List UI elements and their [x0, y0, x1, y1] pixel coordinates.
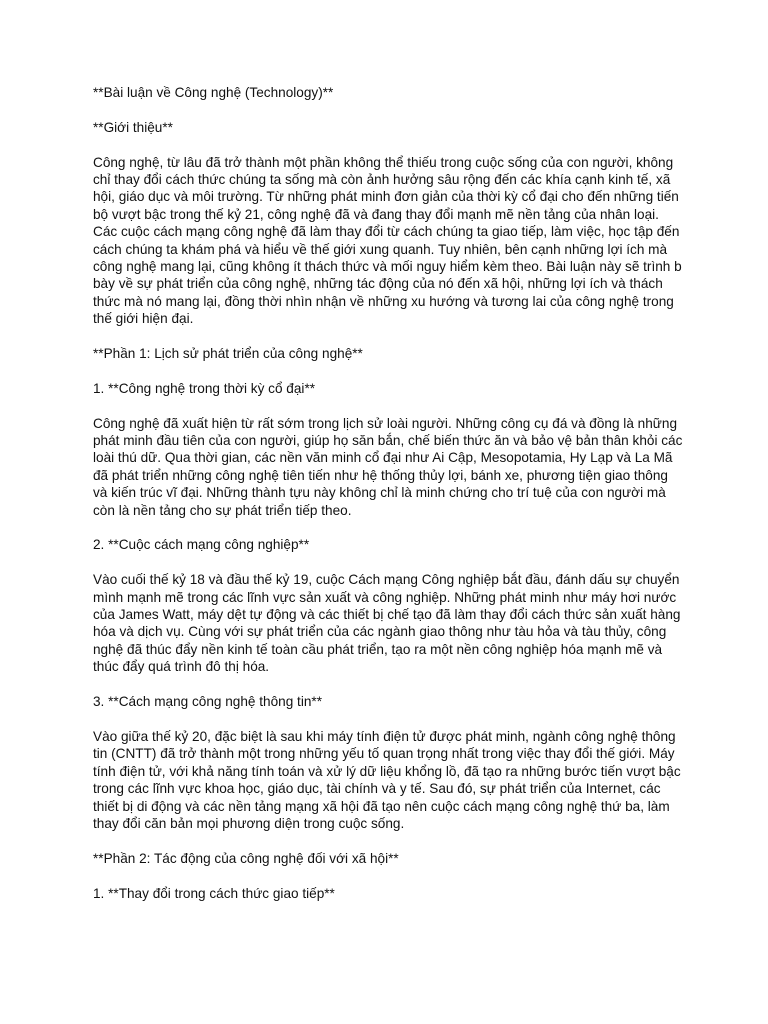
part2-section1-heading: 1. **Thay đổi trong cách thức giao tiếp** [93, 885, 335, 901]
part1-section1-heading: 1. **Công nghệ trong thời kỳ cổ đại** [93, 380, 316, 396]
document-title: **Bài luận về Công nghệ (Technology)** [93, 85, 334, 100]
part1-section3-paragraph: Vào giữa thế kỷ 20, đặc biệt là sau khi máy tính điện tử được phát minh, ngành công nghệ thông tin (CNTT) đã trở thành một trong những yếu tố quan trọng nhất trong việc thay đổi thế giới. Máy tính điện tử, với khả năng tính toán và xử lý dữ liệu khổng lồ, đã tạo ra những bước tiến vượt bậc trong các lĩnh vực khoa học, giáo dục, tài chính và y tế. Sau đó, sự phát triển của Internet, các thiết bị di động và các nền tảng mạng xã hội đã tạo nên cuộc cách mạng công nghệ thứ ba, làm thay đổi căn bản mọi phương diện trong cuộc sống. [93, 728, 681, 831]
part2-heading: **Phần 2: Tác động của công nghệ đối với xã hội** [93, 850, 399, 866]
document-body [93, 84, 683, 919]
part1-section2-paragraph: Vào cuối thế kỷ 18 và đầu thế kỷ 19, cuộc Cách mạng Công nghiệp bắt đầu, đánh dấu sự chuyển mình mạnh mẽ trong các lĩnh vực sản xuất và công nghiệp. Những phát minh như máy hơi nước của James Watt, máy dệt tự động và các thiết bị chế tạo đã làm thay đổi cách thức sản xuất hàng hóa và dịch vụ. Cùng với sự phát triển của các ngành giao thông như tàu hỏa và tàu thủy, công nghệ đã thúc đẩy nền kinh tế toàn cầu phát triển, tạo ra một nền công nghiệp hóa mạnh mẽ và thúc đẩy quá trình đô thị hóa. [93, 572, 681, 675]
part1-section2-heading: 2. **Cuộc cách mạng công nghiệp** [93, 537, 310, 553]
part1-heading: **Phần 1: Lịch sử phát triển của công nghệ** [93, 346, 363, 362]
intro-heading: **Giới thiệu** [93, 119, 173, 135]
intro-paragraph: Công nghệ, từ lâu đã trở thành một phần không thể thiếu trong cuộc sống của con người, không chỉ thay đổi cách thức chúng ta sống mà còn ảnh hưởng sâu rộng đến các khía cạnh kinh tế, xã hội, giáo dục và môi trường. Từ những phát minh đơn giản của thời kỳ cổ đại cho đến những tiến bộ vượt bậc trong thế kỷ 21, công nghệ đã và đang thay đổi mạnh mẽ nền tảng của nhân loại. Các cuộc cách mạng công nghệ đã làm thay đổi từ cách chúng ta giao tiếp, làm việc, học tập đến cách chúng ta khám phá và hiểu về thế giới xung quanh. Tuy nhiên, bên cạnh những lợi ích mà công nghệ mang lại, cũng không ít thách thức và mối nguy hiểm kèm theo. Bài luận này sẽ trình b bày về sự phát triển của công nghệ, những tác động của nó đến xã hội, những lợi ích và thách thức mà nó mang lại, đồng thời nhìn nhận về những xu hướng và tương lai của công nghệ trong thế giới hiện đại. [93, 154, 682, 327]
part1-section3-heading: 3. **Cách mạng công nghệ thông tin** [93, 694, 322, 710]
part1-section1-paragraph: Công nghệ đã xuất hiện từ rất sớm trong lịch sử loài người. Những công cụ đá và đồng là những phát minh đầu tiên của con người, giúp họ săn bắn, chế biến thức ăn và bảo vệ bản thân khỏi các loài thú dữ. Qua thời gian, các nền văn minh cổ đại như Ai Cập, Mesopotamia, Hy Lạp và La Mã đã phát triển những công nghệ tiên tiến như hệ thống thủy lợi, bánh xe, phương tiện giao thông và kiến trúc vĩ đại. Những thành tựu này không chỉ là minh chứng cho trí tuệ của con người mà còn là nền tảng cho sự phát triển tiếp theo. [93, 415, 683, 518]
